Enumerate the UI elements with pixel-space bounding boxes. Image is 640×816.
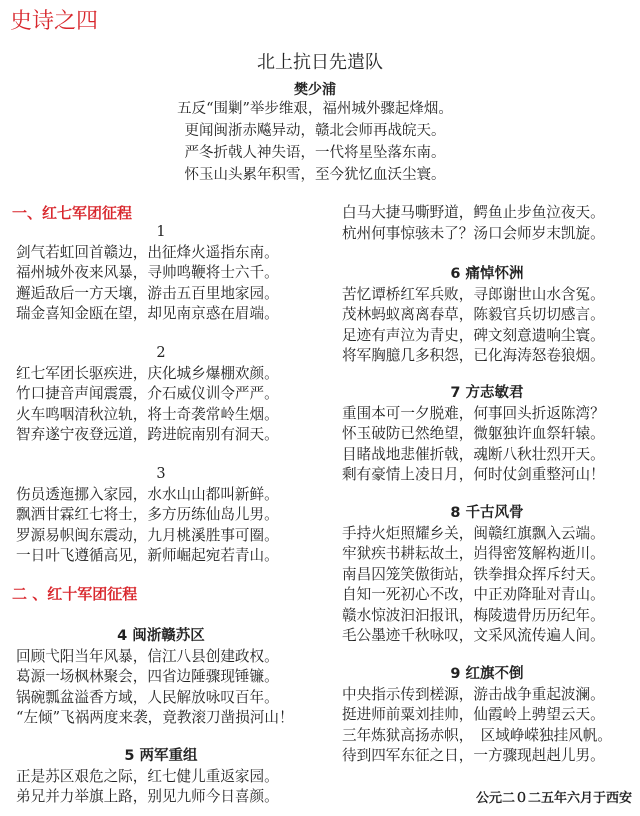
section-heading-2: 二 、红十军团征程 <box>12 585 138 603</box>
poem-title: 3 <box>156 466 166 482</box>
poem-line: 将军胸臆几多积怨，已化海涛怒卷狼烟。 <box>342 347 605 364</box>
poem-line: 手持火炬照耀乡关，闽赣红旗飘入云端。 <box>342 524 605 542</box>
poem-line: 伤员透迤挪入家园，水水山山都叫新鲜。 <box>16 485 279 503</box>
poem-line: 毛公墨迹千秋咏叹，文采风流传遍人间。 <box>342 627 605 644</box>
date-line: 公元二０二五年六月于西安 <box>475 791 632 806</box>
poem-line: 目睹战地悲催折戟，魂断八秋壮烈开天。 <box>342 445 605 463</box>
poem-line: “左倾”飞祸两度来袭，竟教滚刀凿损河山！ <box>16 709 294 726</box>
page-title: 北上抗日先遣队 <box>257 52 383 73</box>
poem-continued <box>342 203 632 244</box>
poem-line: 弟兄并力举旗上路，别见九师今日喜颜。 <box>16 788 279 805</box>
poem <box>342 664 632 767</box>
poem-line: 三年炼狱高扬赤帜， 区域峥嵘独挂风帆。 <box>342 726 612 744</box>
poem <box>16 464 306 567</box>
preface-line: 更闻闽浙赤飚异动，赣北会师再战皖天。 <box>184 123 446 139</box>
preface-line: 五反“围剿”举步维艰，福州城外骤起烽烟。 <box>177 101 453 117</box>
poem-line: 白马大捷马嘶野道，鳄鱼止步鱼泣夜天。 <box>342 204 605 221</box>
poem-line: 自知一死初心不改，中正劝降耻对青山。 <box>342 586 605 603</box>
poem-line: 锅碗瓢盆溢香方域，人民解放咏叹百年。 <box>16 688 279 706</box>
poem-line: 重围本可一夕脱难，何事回头折返陈湾？ <box>342 404 605 422</box>
section-heading-1: 一、红七军团征程 <box>12 204 133 222</box>
poem-title: 8 千古风骨 <box>450 505 524 521</box>
poem-line: 牢狱疾书耕耘故土，岿得密笈解构逝川。 <box>342 545 605 562</box>
poem-line: 中央指示传到槎源，游击战争重起波澜。 <box>342 685 605 703</box>
preface-line: 怀玉山头累年积雪，至今犹忆血沃尘寰。 <box>184 167 446 183</box>
poem <box>342 503 632 647</box>
poem-line: 苦忆谭桥红军兵败，寻郎谢世山水含冤。 <box>342 285 605 303</box>
poem-title: 5 两军重组 <box>124 748 198 764</box>
poem <box>16 746 306 808</box>
poem-line: 福州城外夜来风暴，寻帅鸣鞭将士六千。 <box>16 264 279 281</box>
poem-line: 剑气若虹回首赣边，出征烽火遥指东南。 <box>16 243 279 261</box>
poem-title: 2 <box>156 345 166 361</box>
poem-title: 7 方志敏君 <box>450 385 524 401</box>
poem-line: 竹口捷音声闻震震，介石威仪训令严严。 <box>16 385 279 402</box>
poem <box>342 383 632 486</box>
poem-line: 赣水惊波汩汩报讯，梅陵遗骨历历纪年。 <box>342 606 605 624</box>
poem-line: 杭州何事惊骇未了？汤口会师岁末凯旋。 <box>342 224 605 242</box>
poem-line: 剩有豪情上凌日月，何时仗剑重整河山！ <box>342 466 605 483</box>
poem-line: 罗源易帜闽东震动，九月桃溪胜事可圈。 <box>16 526 279 544</box>
poem <box>16 626 306 729</box>
poem <box>16 343 306 446</box>
poem-line: 茂林蚂蚁离离春草，陈毅官兵切切感言。 <box>342 306 605 323</box>
poem <box>16 222 306 325</box>
poem-line: 红七军团长驱疾进，庆化城乡爆棚欢颜。 <box>16 364 279 382</box>
poem-line: 智弃遂宁夜登远道，跨进皖南别有洞天。 <box>16 426 279 443</box>
poem <box>342 264 632 367</box>
poem-title: 4 闽浙赣苏区 <box>117 628 205 644</box>
poem-title: 1 <box>156 224 166 240</box>
poem-line: 飘洒甘霖红七将士，多方历练仙岛儿男。 <box>16 506 279 523</box>
preface <box>0 98 630 186</box>
poem-title: 9 红旗不倒 <box>450 666 524 682</box>
poem-line: 葛源一场枫林聚会，四省边陲骤现锤镰。 <box>16 668 279 685</box>
poem-line: 一日叶飞遵循高见，新师崛起宛若青山。 <box>16 547 279 564</box>
poem-line: 回顾弋阳当年风暴，信江八县创建政权。 <box>16 647 279 665</box>
poem-line: 火车鸣咽清秋泣轨，将士奇袭常岭生烟。 <box>16 405 279 423</box>
poem-line: 足迹有声泣为青史，碑文刻意遗响尘寰。 <box>342 326 605 344</box>
poem-line: 待到四军东征之日，一方骤现赳赳儿男。 <box>342 747 605 764</box>
series-label: 史诗之四 <box>10 9 99 34</box>
author: 樊少浦 <box>294 82 336 98</box>
poem-line: 南昌囚笼笑傲街站，铁拳揖众挥斥纣天。 <box>342 565 605 583</box>
poem-line: 怀玉破防已然绝望，微躯独许血祭轩辕。 <box>342 425 605 442</box>
poem-title: 6 痛悼怀洲 <box>450 266 524 282</box>
poem-line: 正是苏区艰危之际，红七健儿重返家园。 <box>16 767 279 785</box>
poem-line: 瑞金喜知金瓯在望，却见南京惑在眉端。 <box>16 305 279 322</box>
poem-line: 挺进师前粟刘挂帅，仙霞岭上骋望云天。 <box>342 706 605 723</box>
poem-line: 邂逅敌后一方天壤，游击五百里地家园。 <box>16 284 279 302</box>
preface-line: 严冬折戟人神失语，一代将星坠落东南。 <box>184 145 446 161</box>
